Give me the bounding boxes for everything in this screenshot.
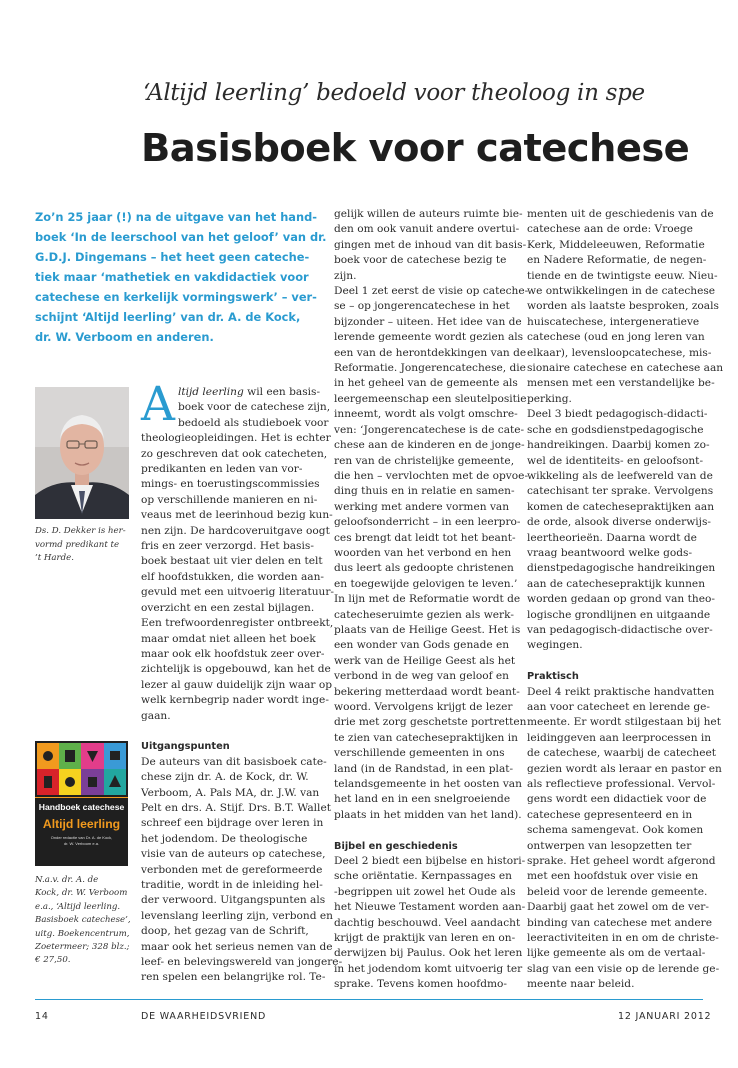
body-line: wikkeling als de leefwereld van de [527,469,713,482]
section-heading: Praktisch [527,671,579,683]
body-line: een van de herontdekkingen van de [334,346,527,359]
body-line: leeractiviteiten in en om de christe- [527,932,719,945]
body-column-1 [141,377,343,986]
book-cover [35,741,128,866]
body-line: zichtelijk is opgebouwd, kan het de [141,663,331,676]
body-line: de orde, alsook diverse onderwijs- [527,516,711,529]
body-line: in het jodendom komt uitvoerig ter [334,962,523,975]
body-line: bekering metterdaad wordt beant- [334,685,520,698]
body-line: meente. Er wordt stilgestaan bij het [527,716,721,729]
article-title: Basisboek voor catechese [141,126,690,171]
article-kicker: ‘Altijd leerling’ bedoeld voor theoloog in spe [143,80,645,106]
section-heading: Uitgangspunten [141,741,230,753]
body-line: dus leert als gedoopte christenen [334,562,514,575]
caption-line: e.a., ‘Altijd leerling. [35,901,121,912]
body-column-3 [527,207,724,993]
body-line: woord. Vervolgens krijgt de lezer [334,701,513,713]
body-line: aan de catechesepraktijk kunnen [527,577,706,590]
body-line: se – op jongerencatechese in het [334,300,510,313]
caption-line: ’t Harde. [35,553,74,563]
body-line: ren van de christelijke gemeente, [334,454,515,467]
body-line: catechese gepresenteerd en in [527,808,693,821]
body-line: ontwerpen van lesopzetten ter [527,839,692,852]
body-line: catechese (oud en jong leren van [527,331,705,344]
body-line: catecheseruimte gezien als werk- [334,608,514,621]
body-line: Deel 1 zet eerst de visie op cateche- [334,285,529,298]
body-line: de catechese, waarbij de catecheet [527,747,716,760]
body-line: van pedagogisch-didactische over- [527,623,713,636]
body-line: catechisant ter sprake. Vervolgens [527,485,714,498]
body-line: chese zijn dr. A. de Kock, dr. W. [141,771,309,784]
body-line: wegingen. [527,639,583,652]
caption-line: uitg. Boekencentrum, [35,928,130,939]
body-line: boek voor de catechese bezig te [334,254,507,267]
intro-line: dr. W. Verboom en anderen. [35,330,214,344]
photo-caption [35,525,131,566]
page-number: 14 [35,1011,49,1022]
body-line: nen zijn. De hardcoveruitgave oogt [141,524,330,537]
intro-line: G.D.J. Dingemans – het heet geen cateche- [35,250,310,264]
body-line: maar ook het serieus nemen van de [141,940,333,953]
body-line: doop, het gezag van de Schrift, [141,925,309,938]
body-line: het Nieuwe Testament worden aan- [334,901,526,914]
body-line: derwijzen bij Paulus. Ook het leren [334,947,523,960]
body-line: land (in de Randstad, in een plat- [334,762,514,775]
body-line: perking. [527,392,572,405]
body-line: levenslang leerling zijn, verbond en [141,909,333,922]
body-line: ces brengt dat leidt tot het beant- [334,531,516,544]
body-line: ven: ‘Jongerencatechese is de cate- [334,423,525,436]
caption-line: vormd predikant te [35,539,120,550]
body-line: leertheorieën. Daarna wordt de [527,531,697,544]
body-line: huiscatechese, intergeneratieve [527,315,700,328]
body-line: woorden van het verbond en hen [334,546,512,559]
footer-rule [35,999,703,1000]
body-line: gezien wordt als leraar en pastor en [527,762,722,775]
body-line: die hen – vervlochten met de opvoe- [334,469,529,482]
body-line: als reflectieve professional. Vervol- [527,778,716,791]
body-line: elkaar), levensloopcatechese, mis- [527,346,712,359]
body-text: wil een basis- [243,386,321,398]
body-line: aan voor catecheet en lerende ge- [527,700,711,713]
body-line: en toegewijde gelovigen te leven.’ [334,577,518,590]
body-line: binding van catechese met andere [527,916,712,929]
intro-line: schijnt ‘Altijd leerling’ van dr. A. de Kock, [35,310,301,324]
body-line: een wonder van Gods genade en [334,639,510,652]
caption-line: € 27,50. [35,955,71,966]
body-line: slag van een visie op de lerende ge- [527,962,720,975]
body-line: leef- en belevingswereld van jongere- [141,956,343,969]
body-line: In lijn met de Reformatie wordt de [334,593,521,606]
body-line: bedoeld als studieboek voor [177,416,329,429]
body-line: het land en in een snelgroeiende [334,793,511,806]
body-line: sche oriëntatie. Kernpassages en [334,870,512,883]
body-line: tiende en de twintigste eeuw. Nieu- [527,269,718,282]
body-line: leidinggeven aan leerprocessen in [527,731,712,744]
body-line: inneemt, wordt als volgt omschre- [334,408,518,421]
issue-date: 12 JANUARI 2012 [618,1011,712,1022]
body-line: gevuld met een uitvoerig literatuur- [141,586,334,599]
body-column-2 [334,207,529,993]
body-line: fris en zeer verzorgd. Het basis- [141,540,314,553]
body-line: drie met zorg geschetste portretten [334,716,527,729]
body-line: visie van de auteurs op catechese, [141,848,326,861]
body-line: maar omdat niet alleen het boek [141,632,316,645]
body-line: verbonden met de gereformeerde [141,863,323,876]
body-line: lezer al gauw duidelijk zijn waar op [141,678,332,691]
body-line: schema samengevat. Ook komen [527,824,704,837]
body-line: sprake. Het geheel wordt afgerond [527,855,716,868]
body-line: te zien van catechesepraktijken in [334,731,518,744]
caption-line: Basisboek catechese’, [35,915,131,926]
body-line: plaats van de Heilige Geest. Het is [334,623,521,636]
intro-line: boek ‘In de leerschool van het geloof’ van dr. [35,230,327,244]
body-line: meente naar beleid. [527,978,635,991]
body-line: handreikingen. Daarbij komen zo- [527,439,710,452]
body-line: menten uit de geschiedenis van de [527,208,714,220]
body-line: sche en godsdienstpedagogische [527,423,704,436]
body-line: maar ook elk hoofdstuk zeer over- [141,647,325,660]
book-title: Altijd leerling [42,817,121,831]
body-line: predikanten en leden van vor- [141,463,303,476]
body-line: het jodendom. De theologische [141,832,308,845]
body-line: sprake. Tevens komen hoofdmo- [334,978,508,991]
body-line: Reformatie. Jongerencatechese, die [334,362,526,375]
body-line: mensen met een verstandelijke be- [527,377,715,390]
caption-line: Ds. D. Dekker is her- [35,526,126,536]
body-line: chese aan de kinderen en de jonge- [334,439,525,452]
body-line: bijzonder – uiteen. Het idee van de [334,315,522,328]
body-line: catechese aan de orde: Vroege [527,223,693,236]
magazine-name: DE WAARHEIDSVRIEND [141,1011,267,1022]
body-line: Daarbij gaat het zowel om de ver- [527,901,709,914]
intro-line: catechese en kerkelijk vormingswerk’ – ver- [35,290,317,304]
body-line: Deel 2 biedt een bijbelse en histori- [334,855,526,868]
drop-cap: A [141,377,175,432]
body-line: gens wordt een didactiek voor de [527,793,707,806]
intro-line: Zo’n 25 jaar (!) na de uitgave van het hand- [35,210,317,224]
body-line: worden gedaan op grond van theo- [527,593,715,606]
book-subtitle: Onder redactie van Dr. A. de Kock, [50,835,113,840]
body-line: Verboom, A. Pals MA, dr. J.W. van [141,786,320,799]
article-intro [35,207,327,347]
book-subtitle-2: dr. W. Verboom e.a. [63,841,100,846]
body-line: komen de catechesepraktijken aan [527,500,715,513]
body-line: den om ook vanuit andere overtui- [334,223,520,236]
body-line: De auteurs van dit basisboek cate- [141,755,327,768]
body-line: lijke gemeente als om de vertaal- [527,947,706,960]
body-line: wel de identiteits- en geloofsont- [527,454,704,467]
body-line: boek bestaat uit vier delen en telt [141,555,323,568]
book-caption [35,874,131,968]
body-line: beleid voor de lerende gemeente. [527,885,708,898]
caption-line: Zoetermeer; 328 blz.; [35,942,130,953]
body-line: der verwoord. Uitgangspunten als [141,894,326,907]
body-line: logische grondlijnen en uitgaande [527,608,711,621]
body-line: Deel 3 biedt pedagogisch-didacti- [527,408,708,421]
body-line: mings- en toerustingscommissies [141,478,320,491]
body-line: schreef een bijdrage over leren in [141,817,324,830]
body-line: dienstpedagogische handreikingen [527,562,716,575]
body-line: vraag beantwoord welke gods- [527,546,693,559]
body-line: gingen met de inhoud van dit basis- [334,238,527,251]
body-line: sionaire catechese en catechese aan [527,362,724,375]
body-line: Kerk, Middeleeuwen, Reformatie [527,238,705,251]
body-line: dachtig beschouwd. Veel aandacht [334,916,521,929]
body-line: telandsgemeente in het oosten van [334,778,522,791]
body-line: werk van de Heilige Geest als het [334,654,516,667]
body-line: boek voor de catechese zijn, [177,401,331,414]
body-line: worden als laatste besproken, zoals [527,300,719,313]
body-line: werking met andere vormen van [334,500,510,513]
body-line: elf hoofdstukken, die worden aan- [141,570,325,583]
body-line: krijgt de praktijk van leren en on- [334,932,516,945]
author-photo [35,387,129,519]
body-line: zijn. [334,269,357,282]
body-line: traditie, wordt in de inleiding hel- [141,878,323,891]
body-line: lerende gemeente wordt gezien als [334,331,524,344]
caption-line: N.a.v. dr. A. de [35,875,99,885]
body-line: overzicht en een zestal bijlagen. [141,601,315,614]
body-line: gelijk willen de auteurs ruimte bie- [334,208,523,220]
body-line: we ontwikkelingen in de catechese [527,285,716,298]
body-line: verschillende gemeenten in ons [334,747,505,760]
body-line: Deel 4 reikt praktische handvatten [527,685,715,698]
body-line: Pelt en drs. A. Stijf. Drs. B.T. Wallet [141,801,331,814]
body-line: in het geheel van de gemeente als [334,377,518,390]
intro-line: tiek maar ‘mathetiek en vakdidactiek voor [35,270,309,284]
body-line: theologieopleidingen. Het is echter [141,432,331,445]
body-line: plaats in het midden van het land). [334,808,522,821]
body-line: ding thuis en in relatie en samen- [334,485,515,498]
body-line: op verschillende manieren en ni- [141,493,318,506]
body-line: Een trefwoordenregister ontbreekt, [141,617,334,630]
body-line: met een hoofdstuk over visie en [527,870,699,883]
section-heading: Bijbel en geschiedenis [334,840,458,852]
body-line: veaus met de leerinhoud bezig kun- [141,509,333,522]
body-line: zo geschreven dat ook catecheten, [141,447,328,460]
body-line: geloofsonderricht – in een leerpro- [334,516,521,529]
body-line: welk kernbegrip nader wordt inge- [141,694,329,707]
book-top-title: Handboek catechese [38,802,125,812]
body-line: gaan. [141,709,171,722]
body-line: en Nadere Reformatie, de negen- [527,254,707,267]
caption-line: Kock, dr. W. Verboom [35,888,128,899]
body-line: leergemeenschap een sleutelpositie [334,392,527,405]
body-line: -begrippen uit zowel het Oude als [334,885,516,898]
body-line: verbond in de weg van geloof en [334,670,509,683]
inline-italic-title: ltijd leerling [177,386,244,398]
body-line: ren spelen een belangrijke rol. Te- [141,971,326,984]
